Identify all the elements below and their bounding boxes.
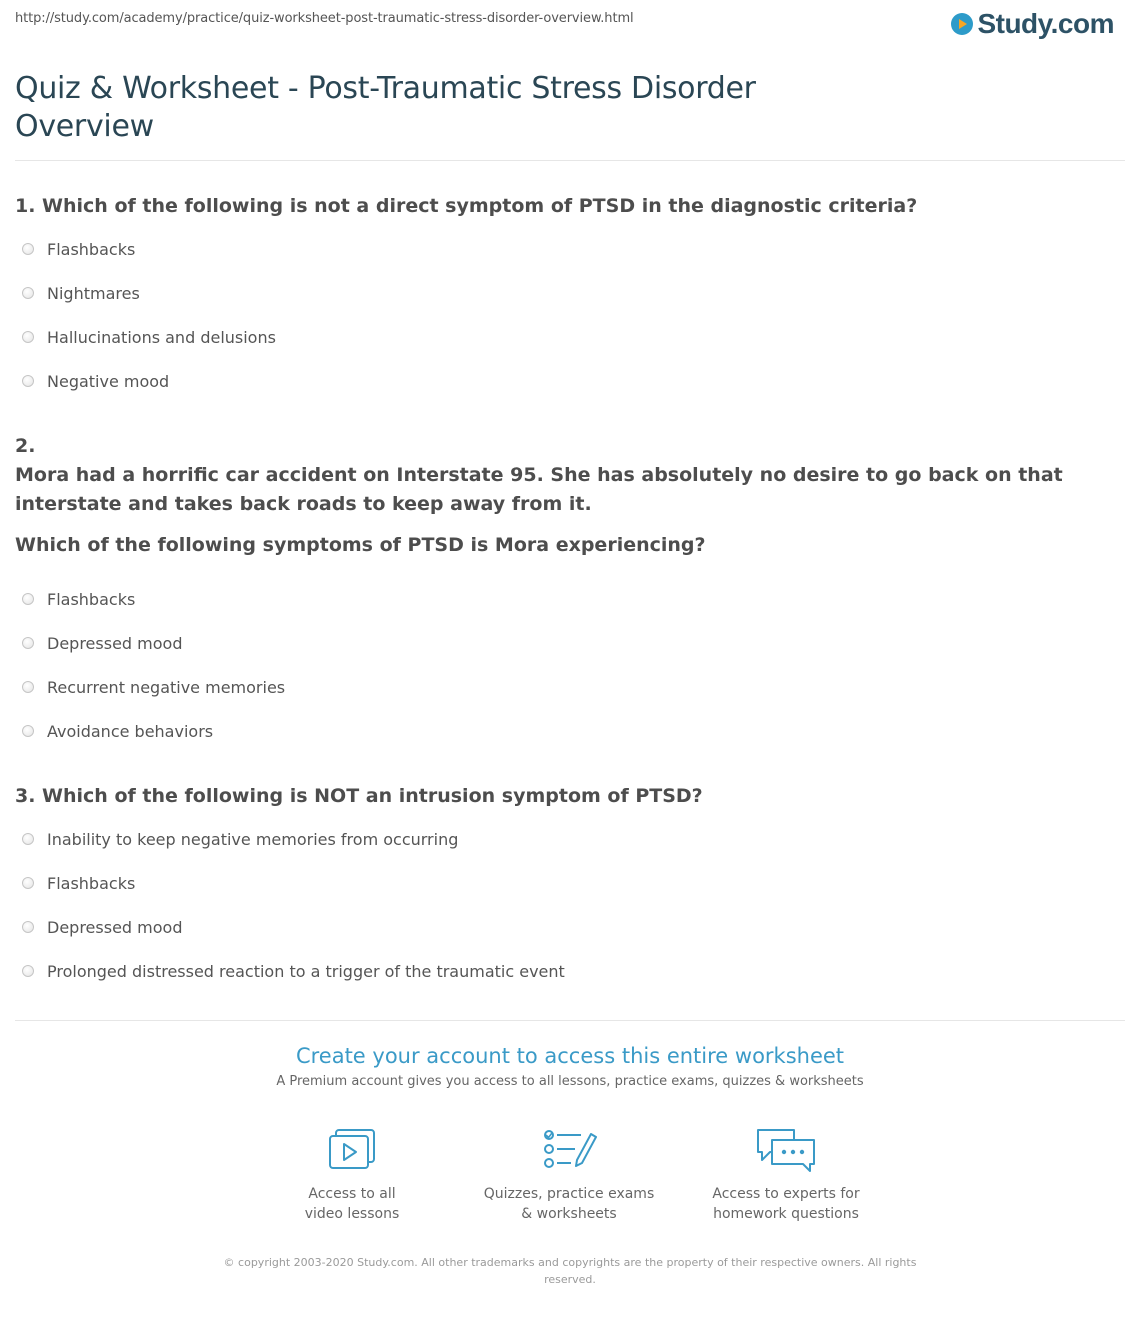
question-2-option-4[interactable] [22, 720, 213, 742]
option-label: Flashbacks [47, 873, 136, 893]
option-label: Depressed mood [47, 633, 183, 653]
radio-button[interactable] [22, 681, 34, 693]
feature-label: Quizzes, practice exams & worksheets [483, 1186, 655, 1222]
question-2-text: Which of the following symptoms of PTSD is Mora experiencing? [15, 534, 706, 556]
feature-label: Access to all video lessons [304, 1186, 400, 1222]
radio-button[interactable] [22, 965, 34, 977]
video-lesson-icon [324, 1126, 380, 1172]
radio-button[interactable] [22, 287, 34, 299]
create-account-link[interactable]: Create your account to access this entire worksheet [295, 1044, 845, 1068]
question-2-number: 2. [15, 435, 36, 457]
question-3-option-2[interactable] [22, 872, 135, 894]
radio-button[interactable] [22, 725, 34, 737]
question-1-option-4[interactable] [22, 370, 169, 392]
question-3-text: 3. Which of the following is NOT an intrusion symptom of PTSD? [15, 785, 703, 807]
option-label: Nightmares [47, 283, 140, 303]
quiz-checklist-icon [541, 1126, 597, 1172]
feature-video-lessons [252, 1126, 452, 1224]
option-label: Hallucinations and delusions [47, 327, 276, 347]
question-1-text: 1. Which of the following is not a direct symptom of PTSD in the diagnostic criteria? [15, 195, 918, 217]
option-label: Flashbacks [47, 589, 136, 609]
question-3-option-3[interactable] [22, 916, 182, 938]
option-label: Negative mood [47, 371, 170, 391]
question-1-option-3[interactable] [22, 326, 276, 348]
radio-button[interactable] [22, 243, 34, 255]
footer-divider [15, 1020, 1125, 1021]
question-3-option-1[interactable] [22, 828, 458, 850]
logo-text: Study.com [977, 8, 1114, 39]
radio-button[interactable] [22, 375, 34, 387]
question-2-option-3[interactable] [22, 676, 285, 698]
option-label: Avoidance behaviors [47, 721, 214, 741]
option-label: Flashbacks [47, 239, 136, 259]
question-3-option-4[interactable] [22, 960, 565, 982]
feature-label: Access to experts for homework questions [712, 1186, 860, 1222]
copyright-notice: © copyright 2003-2020 Study.com. All other trademarks and copyrights are the property of their respective owners. All rights reserved. [223, 1256, 917, 1286]
radio-button[interactable] [22, 637, 34, 649]
page-title: Quiz & Worksheet - Post-Traumatic Stress Disorder Overview [15, 71, 756, 144]
radio-button[interactable] [22, 921, 34, 933]
option-label: Prolonged distressed reaction to a trigger of the traumatic event [47, 961, 565, 981]
question-1-option-1[interactable] [22, 238, 135, 260]
option-label: Recurrent negative memories [47, 677, 286, 697]
question-2-option-2[interactable] [22, 632, 182, 654]
play-logo-icon [951, 13, 973, 35]
radio-button[interactable] [22, 877, 34, 889]
radio-button[interactable] [22, 331, 34, 343]
question-1-option-2[interactable] [22, 282, 140, 304]
study-logo[interactable] [951, 6, 1114, 42]
radio-button[interactable] [22, 833, 34, 845]
chat-bubbles-icon [754, 1126, 818, 1172]
feature-experts [686, 1126, 886, 1224]
feature-quizzes [469, 1126, 669, 1224]
question-2-option-1[interactable] [22, 588, 135, 610]
option-label: Depressed mood [47, 917, 183, 937]
page-url: http://study.com/academy/practice/quiz-worksheet-post-traumatic-stress-disorder-overview.html [15, 11, 634, 26]
option-label: Inability to keep negative memories from occurring [47, 829, 459, 849]
title-divider [15, 160, 1125, 161]
question-2-scenario: Mora had a horrific car accident on Interstate 95. She has absolutely no desire to go back on that interstate and takes back roads to keep away from it. [15, 464, 1063, 515]
radio-button[interactable] [22, 593, 34, 605]
premium-description: A Premium account gives you access to all lessons, practice exams, quizzes & worksheets [276, 1074, 864, 1089]
